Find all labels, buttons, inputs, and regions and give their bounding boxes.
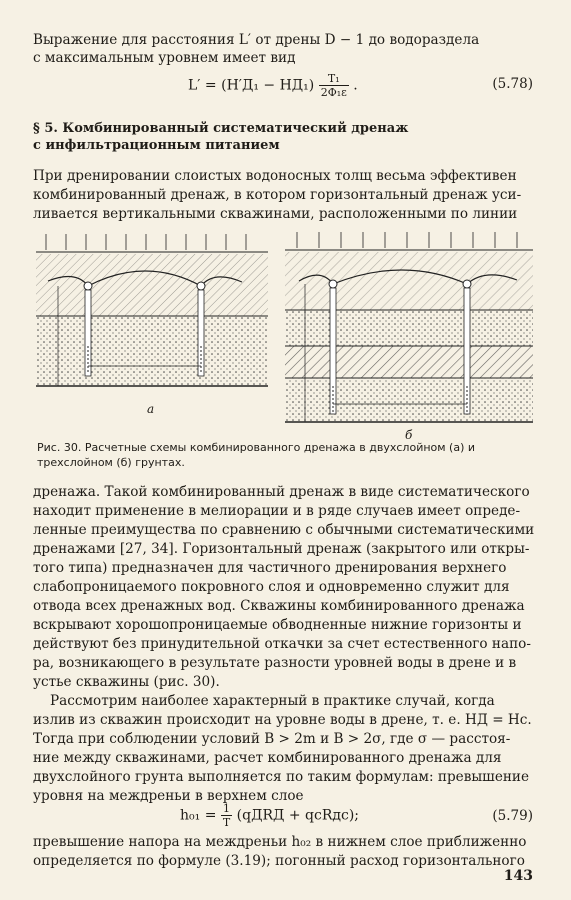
intro-line-2: с максимальным уровнем имеет вид	[33, 50, 296, 66]
intro-line-1: Выражение для расстояния L′ от дрены D − 1 до водораздела	[33, 32, 480, 48]
paragraph-4-line-2: определяется по формуле (3.19); погонный расход горизонтального	[33, 853, 525, 869]
equation-5-79-denominator: T	[222, 816, 231, 829]
paragraph-3-line-3: Тогда при соблюдении условий B > 2m и B > 2σ, где σ — расстоя-	[33, 731, 511, 747]
paragraph-2-line-8: вскрывают хорошопроницаемые обводненные нижние горизонты и	[33, 617, 522, 633]
equation-5-78-tail: .	[353, 77, 358, 94]
paragraph-1-line-1: При дренировании слоистых водоносных толщ весьма эффективен	[33, 168, 517, 184]
paragraph-1-line-2: комбинированный дренаж, в котором горизонтальный дренаж уси-	[33, 187, 522, 203]
paragraph-2-line-1: дренажа. Такой комбинированный дренаж в виде систематического	[33, 484, 530, 500]
paragraph-2-line-11: устье скважины (рис. 30).	[33, 674, 220, 690]
paragraph-2-line-4: дренажами [27, 34]. Горизонтальный дренаж (закрытого или откры-	[33, 541, 530, 557]
figure-30a-label: а	[147, 402, 155, 416]
section-heading-line-1: § 5. Комбинированный систематический дренаж	[33, 121, 409, 136]
figure-30b-label: б	[405, 428, 413, 442]
paragraph-2-line-5: того типа) предназначен для частичного дренирования верхнего	[33, 560, 507, 576]
equation-5-79-lhs: h₀₁ =	[180, 807, 217, 824]
figure-30b-diagram	[285, 226, 533, 430]
figure-caption-line-1: Рис. 30. Расчетные схемы комбинированного дренажа в двухслойном (а) и	[37, 441, 476, 454]
paragraph-2-line-9: действуют без принудительной откачки за счет естественного напо-	[33, 636, 531, 652]
paragraph-3-line-6: уровня на междреньи в верхнем слое	[33, 788, 304, 804]
equation-5-79-numerator: 1	[221, 802, 232, 816]
figure-caption-line-2: трехслойном (б) грунтах.	[37, 456, 185, 469]
page-number: 143	[503, 868, 533, 884]
equation-5-78-denominator: 2Φ₁ε	[320, 86, 347, 99]
equation-5-78-lhs: L′ = (H′Д₁ − HД₁)	[188, 77, 315, 94]
paragraph-3-line-2: излив из скважин происходит на уровне воды в дрене, т. е. HД = Hс.	[33, 712, 532, 728]
figure-30a-diagram	[36, 226, 268, 416]
equation-5-79-rhs: (qДRД + qсRдс);	[236, 807, 360, 824]
paragraph-2-line-2: находит применение в мелиорации и в ряде случаев имеет опреде-	[33, 503, 521, 519]
paragraph-2-line-6: слабопроницаемого покровного слоя и одновременно служит для	[33, 579, 510, 595]
section-heading-line-2: с инфильтрационным питанием	[33, 138, 280, 153]
paragraph-3-line-1: Рассмотрим наиболее характерный в практике случай, когда	[50, 693, 495, 709]
paragraph-4-line-1: превышение напора на междреньи h₀₂ в нижнем слое приближенно	[33, 834, 527, 850]
equation-5-79-fraction	[221, 802, 232, 829]
paragraph-2-line-10: ра, возникающего в результате разности уровней воды в дрене и в	[33, 655, 517, 671]
equation-5-78-fraction	[319, 72, 349, 99]
equation-5-79	[180, 802, 359, 829]
paragraph-3-line-5: двухслойного грунта выполняется по таким формулам: превышение	[33, 769, 530, 785]
paragraph-3-line-4: ние между скважинами, расчет комбинированного дренажа для	[33, 750, 502, 766]
equation-5-78-numerator: T₁	[319, 72, 349, 86]
equation-5-78-number: (5.78)	[492, 76, 533, 92]
paragraph-2-line-7: отвода всех дренажных вод. Скважины комбинированного дренажа	[33, 598, 525, 614]
paragraph-1-line-3: ливается вертикальными скважинами, расположенными по линии	[33, 206, 518, 222]
equation-5-79-number: (5.79)	[492, 808, 533, 824]
paragraph-2-line-3: ленные преимущества по сравнению с обычными систематическими	[33, 522, 535, 538]
equation-5-78	[188, 72, 358, 99]
